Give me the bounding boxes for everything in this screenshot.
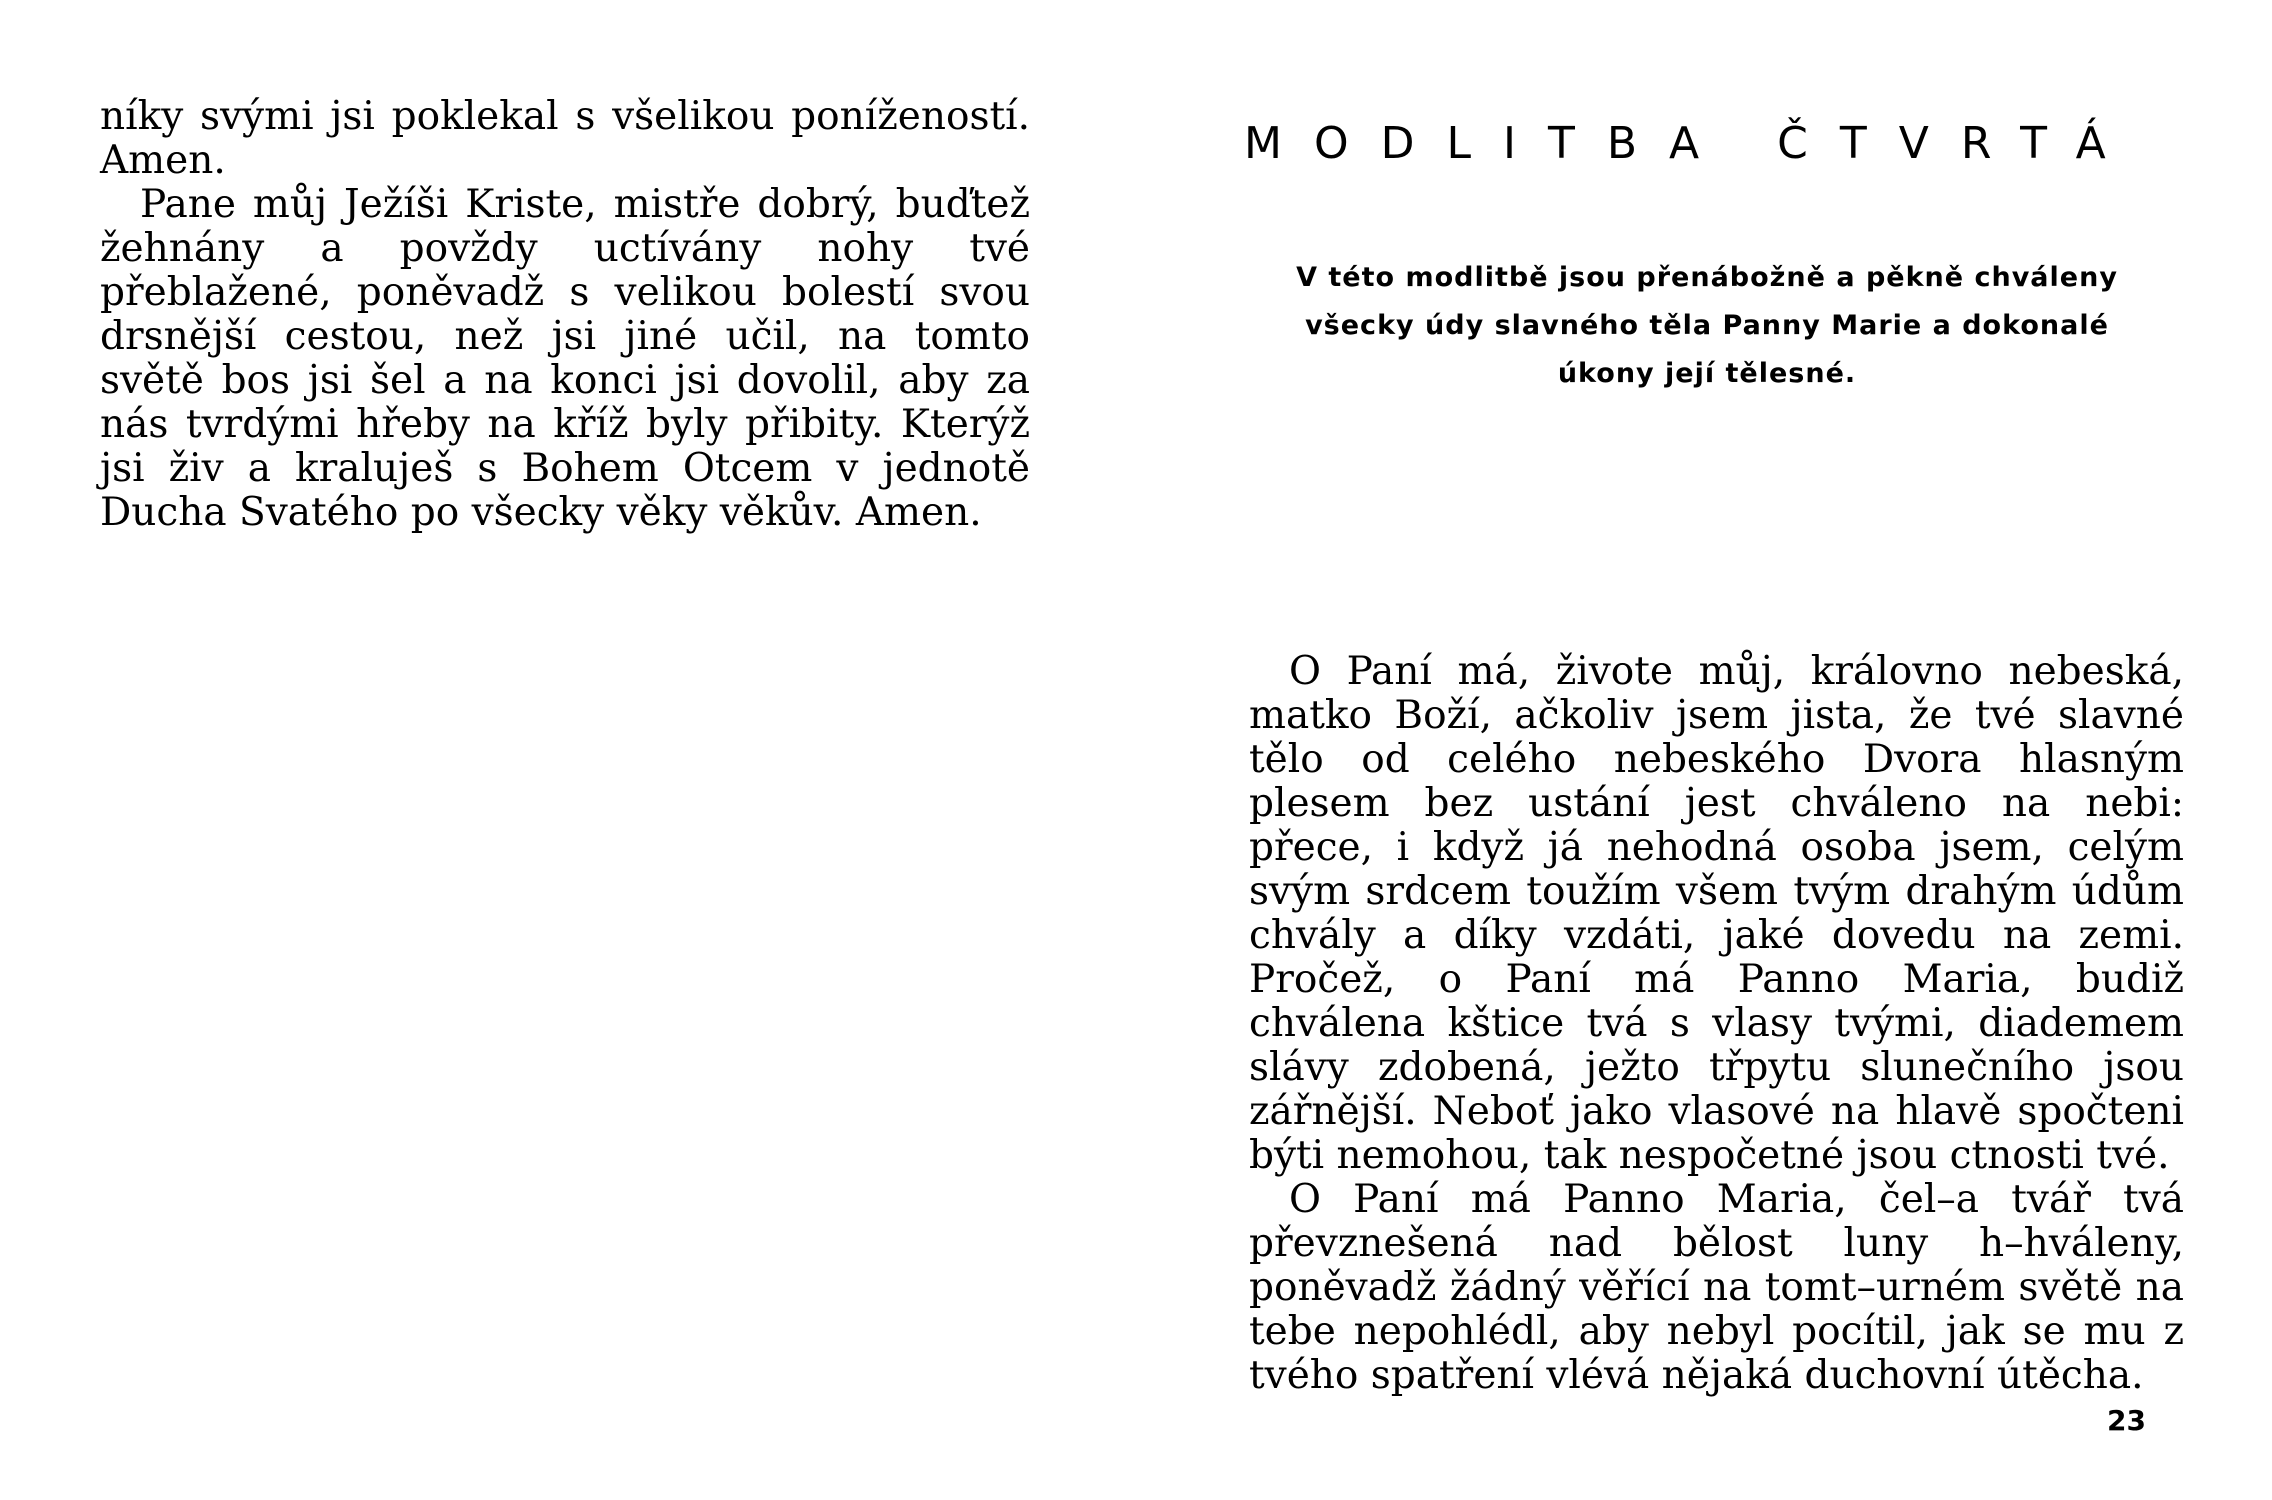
page-number: 23	[2107, 1404, 2146, 1437]
left-paragraph-continuation: níky svými jsi poklekal s všelikou ponížeností. Amen.	[100, 94, 1030, 183]
prayer-body	[1249, 650, 2184, 1398]
prayer-title: MODLITBA ČTVRTÁ	[1244, 118, 2138, 169]
prayer-paragraph-2: O Paní má Panno Maria, čel–a tvář tvá převznešená nad bělost luny h–hváleny, poněvadž žádný věřící na tomt–urném světě na tebe nepohlédl, aby nebyl pocítil, jak se mu z tvého spatření vlévá nějaká duchovní útěcha.	[1249, 1177, 2184, 1398]
prayer-paragraph-1: O Paní má, živote můj, královno nebeská, matko Boží, ačkoliv jsem jista, že tvé slavné tělo od celého nebeského Dvora hlasným plesem bez ustání jest chváleno na nebi: přece, i když já nehodná osoba jsem, celým svým srdcem toužím všem tvým drahým údům chvály a díky vzdáti, jaké dovedu na zemi. Pročež, o Paní má Panno Maria, budiž chválena kštice tvá s vlasy tvými, diademem slávy zdobená, ježto třpytu slunečního jsou zářnější. Neboť jako vlasové na hlavě spočteni býti nemohou, tak nespočetné jsou ctnosti tvé.	[1249, 649, 2184, 1178]
prayer-intro: V této modlitbě jsou přenábožně a pěkně chváleny všecky údy slavného těla Panny Marie a dokonalé úkony její tělesné.	[1296, 262, 2118, 389]
left-page-text	[100, 95, 1030, 535]
right-page	[1136, 0, 2272, 1500]
left-paragraph-prayer: Pane můj Ježíši Kriste, mistře dobrý, buďtež žehnány a povždy uctívány nohy tvé přeblažené, poněvadž s velikou bolestí svou drsnější cestou, než jsi jiné učil, na tomto světě bos jsi šel a na konci jsi dovolil, aby za nás tvrdými hřeby na kříž byly přibity. Kterýž jsi živ a kraluješ s Bohem Otcem v jednotě Ducha Svatého po všecky věky věkův. Amen.	[100, 182, 1030, 535]
